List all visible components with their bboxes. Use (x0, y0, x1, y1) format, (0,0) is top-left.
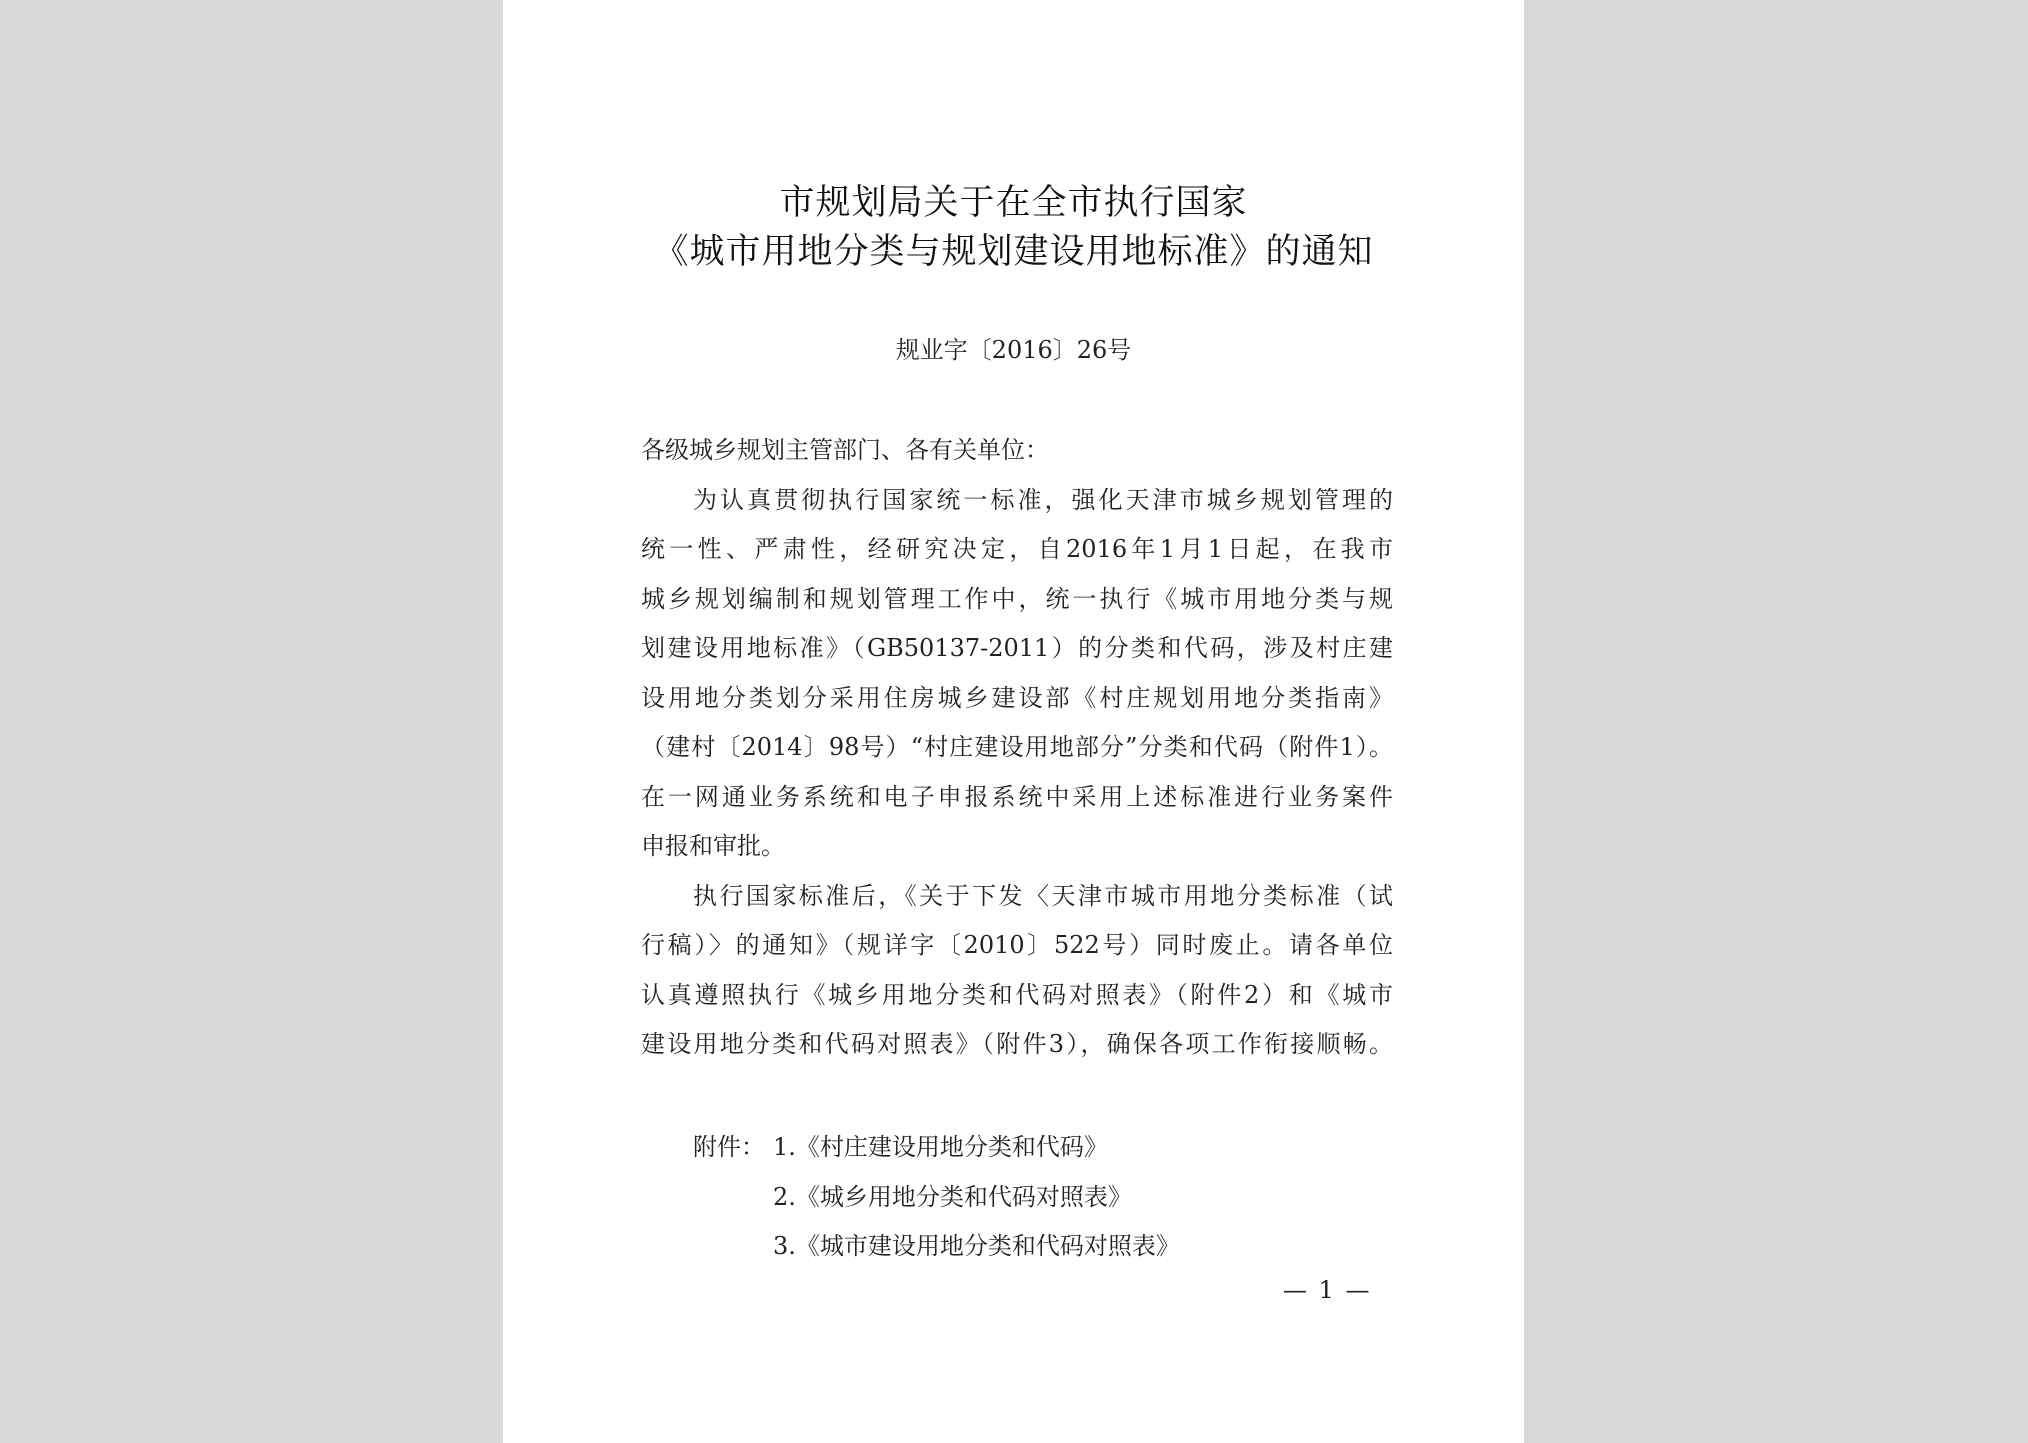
attachment-item: 1.《村庄建设用地分类和代码》 (773, 1133, 1108, 1161)
attachments-label: 附件： (693, 1133, 765, 1161)
document-title-line-1: 市规划局关于在全市执行国家 (779, 183, 1248, 223)
paragraph-2-line: 建设用地分类和代码对照表》（附件3），确保各项工作衔接顺畅。 (641, 1030, 1393, 1058)
paragraph-1-line: 为认真贯彻执行国家统一标准，强化天津市城乡规划管理的 (693, 486, 1393, 514)
attachment-item: 3.《城市建设用地分类和代码对照表》 (773, 1232, 1180, 1260)
paragraph-2-line: 执行国家标准后，《关于下发〈天津市城市用地分类标准（试 (693, 882, 1393, 910)
paragraph-1-line: 统一性、严肃性，经研究决定，自2016年1月1日起，在我市 (641, 535, 1393, 563)
document-page (503, 0, 1524, 1443)
paragraph-1-line: 在一网通业务系统和电子申报系统中采用上述标准进行业务案件 (641, 783, 1393, 811)
attachment-item: 2.《城乡用地分类和代码对照表》 (773, 1183, 1132, 1211)
paragraph-2-line: 认真遵照执行《城乡用地分类和代码对照表》（附件2）和《城市 (641, 981, 1393, 1009)
salutation: 各级城乡规划主管部门、各有关单位： (641, 436, 1049, 464)
paragraph-1-line: 设用地分类划分采用住房城乡建设部《村庄规划用地分类指南》 (641, 684, 1393, 712)
paragraph-1-line: 划建设用地标准》（GB50137-2011）的分类和代码，涉及村庄建 (641, 634, 1393, 662)
paragraph-1-line: 城乡规划编制和规划管理工作中，统一执行《城市用地分类与规 (641, 585, 1393, 613)
document-number: 规业字〔2016〕26号 (895, 336, 1132, 364)
page-number: — 1 — (1283, 1276, 1372, 1304)
paragraph-1-line: 申报和审批。 (641, 832, 785, 860)
document-title-line-2: 《城市用地分类与规划建设用地标准》的通知 (653, 232, 1374, 272)
paragraph-1-line: （建村〔2014〕98号）“村庄建设用地部分”分类和代码（附件1）。 (641, 733, 1393, 761)
paragraph-2-line: 行稿）〉的通知》（规详字〔2010〕522号）同时废止。请各单位 (641, 931, 1393, 959)
